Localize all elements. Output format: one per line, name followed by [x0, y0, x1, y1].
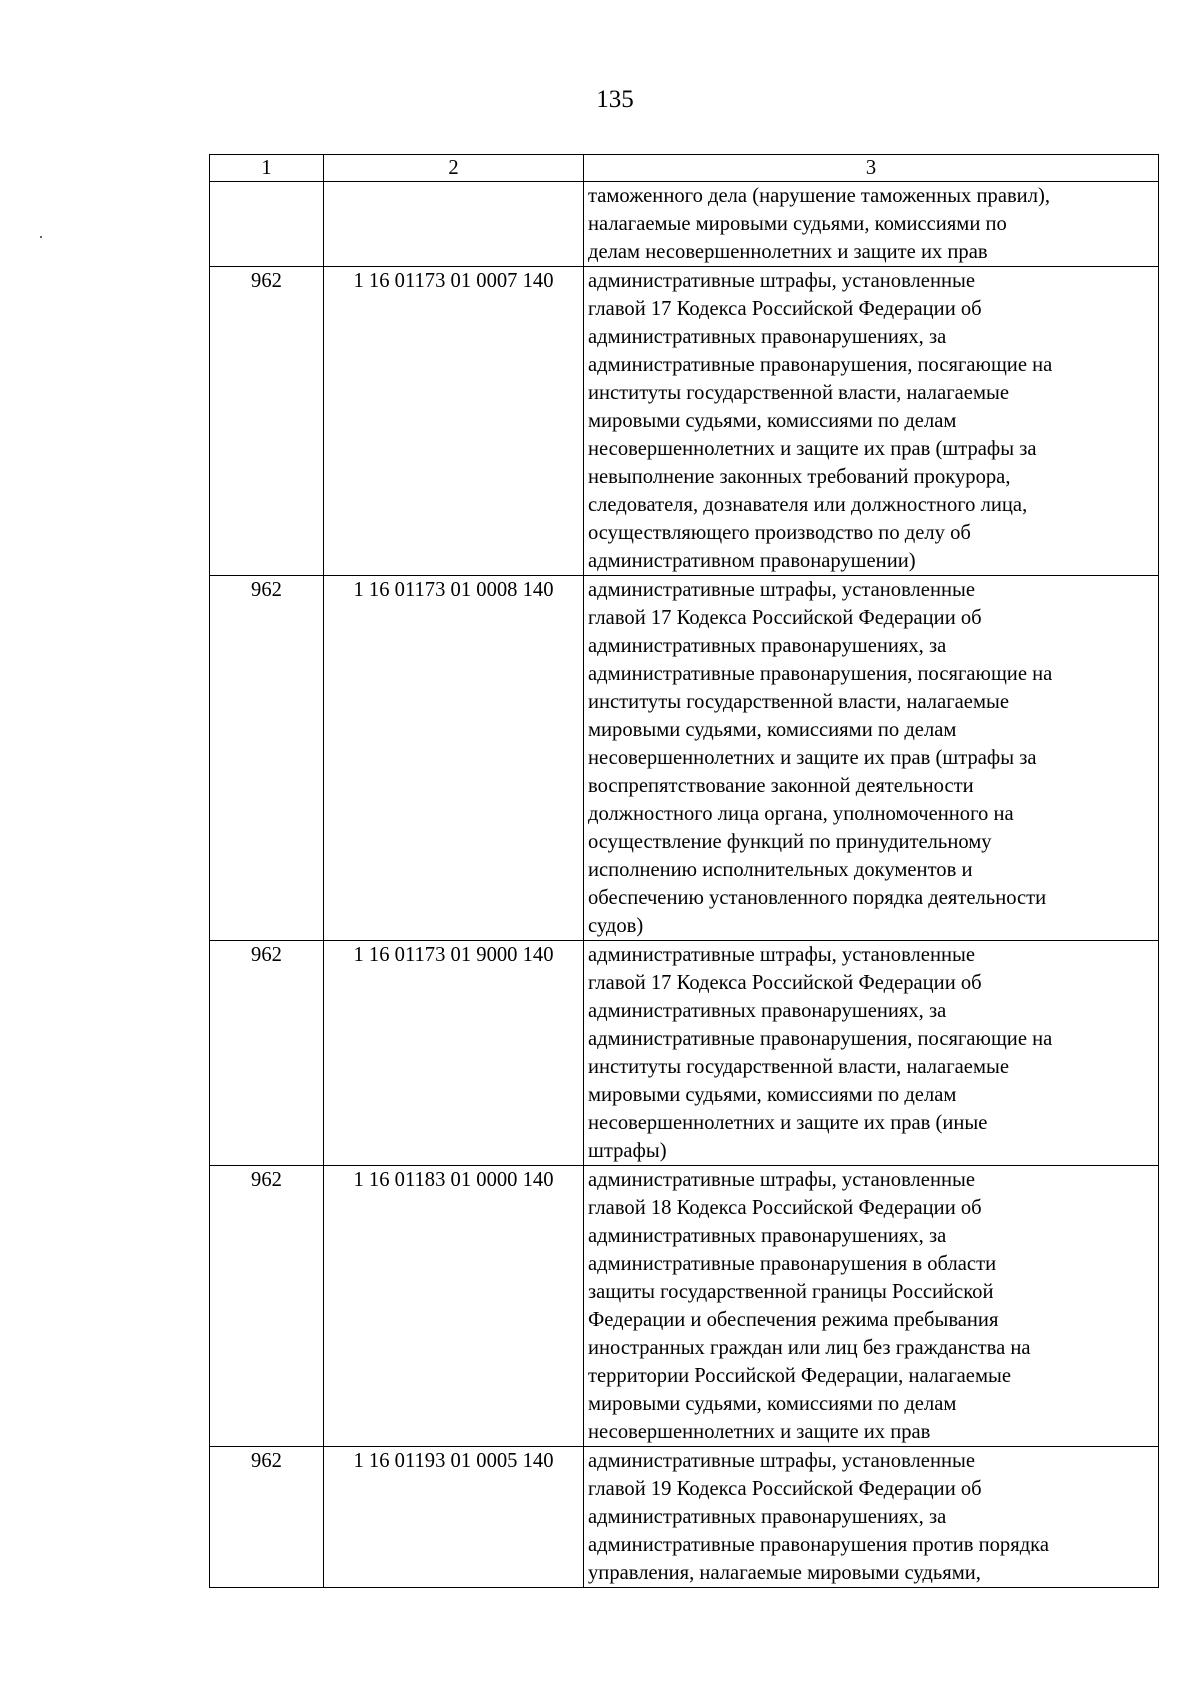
description-line: невыполнение законных требований прокурора, [588, 466, 1011, 488]
admin-code-cell: 962 [210, 576, 324, 941]
description-line: административные правонарушения, посягающие на [588, 663, 1053, 685]
description-line: управления, налагаемые мировыми судьями, [588, 1562, 981, 1584]
description-line: воспрепятствование законной деятельности [588, 775, 974, 797]
description-line: главой 17 Кодекса Российской Федерации об [588, 607, 982, 629]
description-line: административном правонарушении) [588, 550, 916, 572]
description-line: административные правонарушения в области [588, 1253, 997, 1275]
description-line: административных правонарушениях, за [588, 1225, 947, 1247]
budget-code-cell: 1 16 01173 01 0007 140 [324, 267, 584, 576]
description-line: иностранных граждан или лиц без гражданства на [588, 1337, 1031, 1359]
description-line: административные штрафы, установленные [588, 1450, 975, 1472]
budget-code-cell: 1 16 01173 01 9000 140 [324, 941, 584, 1166]
description-cell [584, 267, 1159, 576]
table-body [210, 182, 1159, 1588]
budget-code-cell: 1 16 01193 01 0005 140 [324, 1447, 584, 1588]
description-cell [584, 1166, 1159, 1447]
page-number: 135 [596, 86, 634, 113]
description-line: мировыми судьями, комиссиями по делам [588, 1393, 957, 1415]
description-line: административных правонарушениях, за [588, 1506, 947, 1528]
description-cell [584, 1447, 1159, 1588]
description-line: осуществляющего производство по делу об [588, 522, 971, 544]
description-line: главой 17 Кодекса Российской Федерации об [588, 972, 982, 994]
description-line: несовершеннолетних и защите их прав (штрафы за [588, 747, 1037, 769]
table-header [210, 155, 1159, 182]
description-line: должностного лица органа, уполномоченного на [588, 803, 1014, 825]
header-row [210, 155, 1159, 182]
table-row [210, 576, 1159, 941]
codes-table [209, 154, 1159, 1588]
admin-code-cell: 962 [210, 1166, 324, 1447]
description-line: мировыми судьями, комиссиями по делам [588, 1084, 957, 1106]
description-line: осуществление функций по принудительному [588, 831, 992, 853]
description-line: мировыми судьями, комиссиями по делам [588, 410, 957, 432]
budget-code-cell [324, 182, 584, 267]
header-col-3: 3 [584, 155, 1159, 182]
table-row [210, 941, 1159, 1166]
description-line: несовершеннолетних и защите их прав (иные [588, 1112, 988, 1134]
table-row [210, 182, 1159, 267]
header-col-1: 1 [210, 155, 324, 182]
description-line: обеспечению установленного порядка деятельности [588, 887, 1047, 909]
description-line: административных правонарушениях, за [588, 326, 947, 348]
description-line: административных правонарушениях, за [588, 635, 947, 657]
scan-speck [40, 236, 42, 238]
description-line: Федерации и обеспечения режима пребывания [588, 1309, 999, 1331]
description-line: административные правонарушения, посягающие на [588, 354, 1053, 376]
description-line: административные штрафы, установленные [588, 1169, 975, 1191]
description-line: главой 19 Кодекса Российской Федерации об [588, 1478, 982, 1500]
description-cell [584, 941, 1159, 1166]
description-line: следователя, дознавателя или должностного лица, [588, 494, 1028, 516]
description-line: таможенного дела (нарушение таможенных правил), [588, 185, 1050, 207]
table-row [210, 267, 1159, 576]
description-cell [584, 182, 1159, 267]
description-line: главой 17 Кодекса Российской Федерации об [588, 298, 982, 320]
description-line: защиты государственной границы Российской [588, 1281, 994, 1303]
description-line: несовершеннолетних и защите их прав [588, 1421, 931, 1443]
description-line: административных правонарушениях, за [588, 1000, 947, 1022]
budget-code-cell: 1 16 01183 01 0000 140 [324, 1166, 584, 1447]
description-line: судов) [588, 915, 644, 937]
description-line: несовершеннолетних и защите их прав (штрафы за [588, 438, 1037, 460]
description-line: мировыми судьями, комиссиями по делам [588, 719, 957, 741]
description-line: институты государственной власти, налагаемые [588, 1056, 1009, 1078]
admin-code-cell: 962 [210, 1447, 324, 1588]
description-line: административные правонарушения против порядка [588, 1534, 1050, 1556]
table-row [210, 1447, 1159, 1588]
table-row [210, 1166, 1159, 1447]
description-line: институты государственной власти, налагаемые [588, 691, 1009, 713]
description-cell [584, 576, 1159, 941]
description-line: исполнению исполнительных документов и [588, 859, 973, 881]
description-line: делам несовершеннолетних и защите их прав [588, 241, 988, 263]
admin-code-cell: 962 [210, 941, 324, 1166]
description-line: институты государственной власти, налагаемые [588, 382, 1009, 404]
description-line: налагаемые мировыми судьями, комиссиями по [588, 213, 1007, 235]
header-col-2: 2 [324, 155, 584, 182]
budget-code-cell: 1 16 01173 01 0008 140 [324, 576, 584, 941]
description-line: территории Российской Федерации, налагаемые [588, 1365, 1011, 1387]
description-line: главой 18 Кодекса Российской Федерации об [588, 1197, 982, 1219]
description-line: административные правонарушения, посягающие на [588, 1028, 1053, 1050]
description-line: штрафы) [588, 1140, 667, 1162]
description-line: административные штрафы, установленные [588, 944, 975, 966]
description-line: административные штрафы, установленные [588, 270, 975, 292]
admin-code-cell: 962 [210, 267, 324, 576]
description-line: административные штрафы, установленные [588, 579, 975, 601]
admin-code-cell [210, 182, 324, 267]
